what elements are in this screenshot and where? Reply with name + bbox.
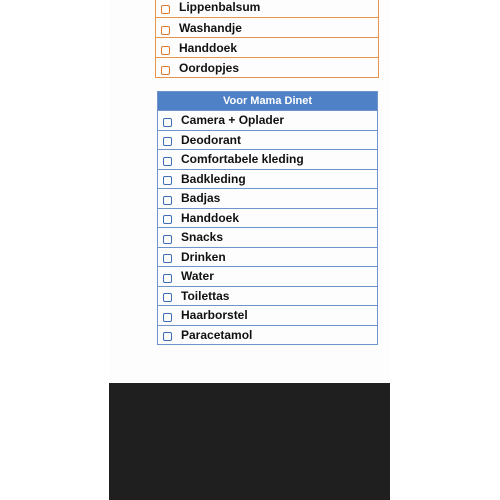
checklist-title: Voor Mama Dinet bbox=[158, 92, 377, 110]
checkbox-icon[interactable] bbox=[163, 157, 172, 166]
checklist-row bbox=[158, 130, 377, 150]
checkbox-icon[interactable] bbox=[161, 66, 170, 75]
checklist-item-label: Camera + Oplader bbox=[181, 113, 285, 128]
checklist-item-label: Paracetamol bbox=[181, 327, 253, 342]
checklist-item-label: Deodorant bbox=[181, 132, 241, 147]
checklist-item-label: Badjas bbox=[181, 191, 221, 206]
checkbox-icon[interactable] bbox=[163, 332, 172, 341]
checklist-row bbox=[158, 227, 377, 247]
checklist-row bbox=[158, 325, 377, 345]
dark-overlay-panel bbox=[109, 383, 390, 500]
checklist-row bbox=[158, 169, 377, 189]
checklist-item-label: Snacks bbox=[181, 230, 224, 245]
checklist-item-label: Badkleding bbox=[181, 171, 246, 186]
checkbox-icon[interactable] bbox=[163, 235, 172, 244]
checklist-item-label: Washandje bbox=[179, 20, 242, 35]
checklist-item-label: Water bbox=[181, 269, 214, 284]
checklist-row bbox=[158, 188, 377, 208]
checklist-item-label: Drinken bbox=[181, 249, 226, 264]
checkbox-icon[interactable] bbox=[163, 118, 172, 127]
checklist-row bbox=[156, 0, 378, 17]
checklist-item-label: Handdoek bbox=[179, 40, 238, 55]
checklist-table-mama bbox=[157, 91, 378, 345]
checkbox-icon[interactable] bbox=[163, 176, 172, 185]
checkbox-icon[interactable] bbox=[163, 254, 172, 263]
checklist-item-label: Lippenbalsum bbox=[179, 0, 261, 14]
checklist-row bbox=[158, 266, 377, 286]
checkbox-icon[interactable] bbox=[163, 313, 172, 322]
checklist-item-label: Handdoek bbox=[181, 210, 240, 225]
checklist-item-label: Comfortabele kleding bbox=[181, 152, 304, 167]
checklist-row bbox=[156, 17, 378, 37]
checkbox-icon[interactable] bbox=[163, 274, 172, 283]
checklist-row bbox=[158, 110, 377, 130]
checklist-row bbox=[156, 37, 378, 57]
checklist-row bbox=[158, 149, 377, 169]
checklist-row bbox=[158, 286, 377, 306]
checklist-item-label: Toilettas bbox=[181, 288, 230, 303]
checkbox-icon[interactable] bbox=[163, 196, 172, 205]
checklist-row bbox=[158, 305, 377, 325]
checkbox-icon[interactable] bbox=[161, 5, 170, 14]
checklist-row bbox=[158, 208, 377, 228]
checkbox-icon[interactable] bbox=[161, 46, 170, 55]
checkbox-icon[interactable] bbox=[163, 137, 172, 146]
checkbox-icon[interactable] bbox=[163, 215, 172, 224]
checklist-table-orange bbox=[155, 0, 379, 78]
checklist-item-label: Oordopjes bbox=[179, 60, 240, 75]
checkbox-icon[interactable] bbox=[161, 26, 170, 35]
checklist-row bbox=[156, 57, 378, 77]
checklist-row bbox=[158, 247, 377, 267]
checklist-item-label: Haarborstel bbox=[181, 308, 248, 323]
checkbox-icon[interactable] bbox=[163, 293, 172, 302]
